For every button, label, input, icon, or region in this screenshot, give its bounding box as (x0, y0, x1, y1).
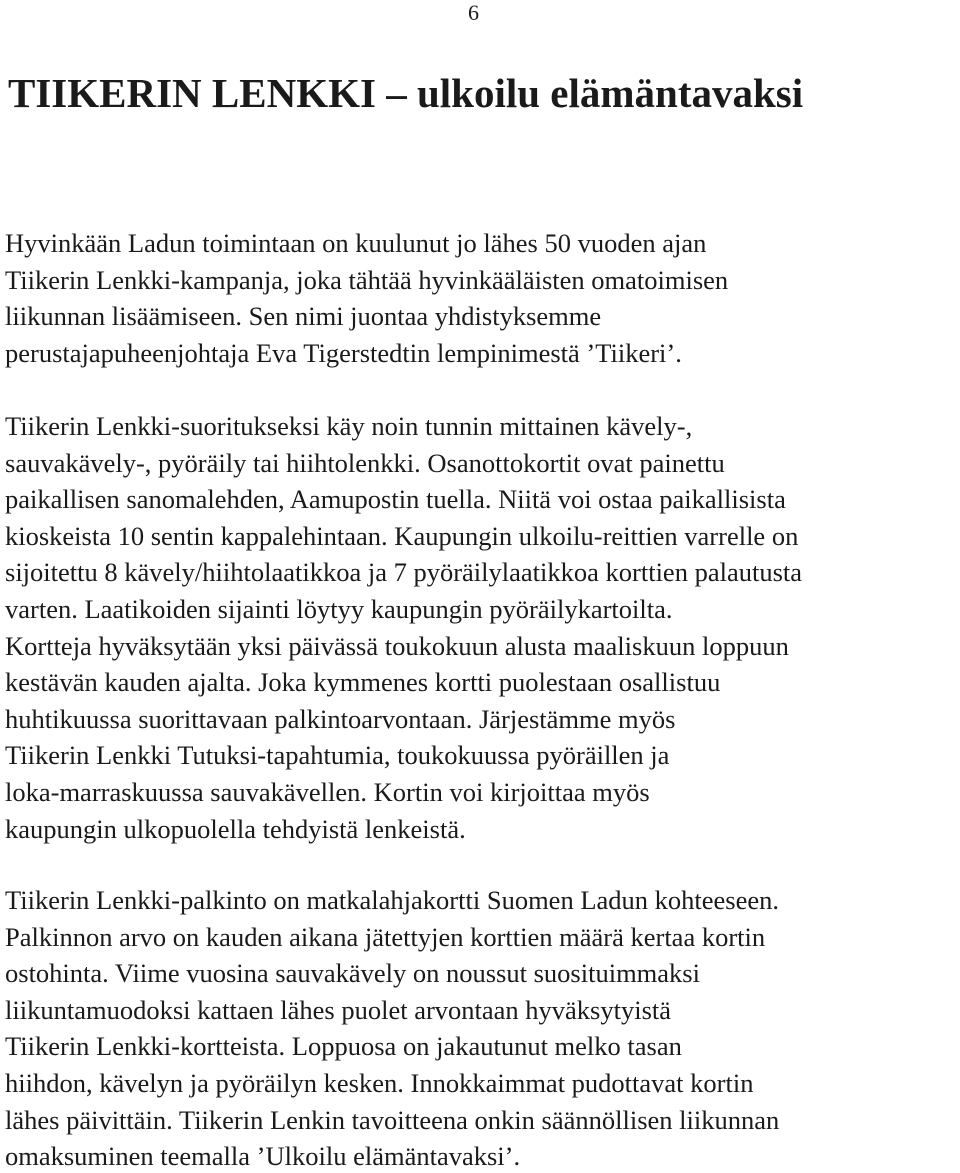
paragraph-2-line-7: Kortteja hyväksytään yksi päivässä toukokuun alusta maaliskuun loppuun (5, 630, 789, 661)
paragraph-1-line-2: Tiikerin Lenkki-kampanja, joka tähtää hyvinkääläisten omatoimisen (5, 264, 729, 295)
paragraph-2-line-11: loka-marraskuussa sauvakävellen. Kortin voi kirjoittaa myös (5, 777, 650, 807)
paragraph-2-line-4: kioskeista 10 sentin kappalehintaan. Kaupungin ulkoilu-reittien varrelle on (5, 520, 799, 551)
paragraph-2-line-6: varten. Laatikoiden sijainti löytyy kaupungin pyöräilykartoilta. (5, 594, 673, 624)
paragraph-3-line-3: ostohinta. Viime vuosina sauvakävely on noussut suosituimmaksi (5, 958, 700, 989)
paragraph-3-line-1: Tiikerin Lenkki-palkinto on matkalahjakortti Suomen Ladun kohteeseen. (5, 885, 779, 915)
paragraph-3-line-6: hiihdon, kävelyn ja pyöräilyn kesken. Innokkaimmat pudottavat kortin (5, 1068, 754, 1098)
paragraph-1-line-1: Hyvinkään Ladun toimintaan on kuulunut jo lähes 50 vuoden ajan (5, 228, 707, 258)
paragraph-2-line-5: sijoitettu 8 kävely/hiihtolaatikkoa ja 7 pyöräilylaatikkoa korttien palautusta (5, 557, 803, 588)
paragraph-2-line-1: Tiikerin Lenkki-suoritukseksi käy noin tunnin mittainen kävely-, (5, 411, 693, 441)
paragraph-1-line-4: perustajapuheenjohtaja Eva Tigerstedtin lempinimestä ’Tiikeri’. (5, 337, 682, 368)
paragraph-2-line-2: sauvakävely-, pyöräily tai hiihtolenkki. Osanottokortit ovat painettu (5, 447, 725, 478)
paragraph-3-line-5: Tiikerin Lenkki-kortteista. Loppuosa on jakautunut melko tasan (5, 1031, 682, 1062)
paragraph-3-line-2: Palkinnon arvo on kauden aikana jätettyjen korttien määrä kertaa kortin (5, 921, 766, 952)
paragraph-2-line-12: kaupungin ulkopuolella tehdyistä lenkeistä. (5, 813, 466, 844)
paragraph-2-line-9: huhtikuussa suorittavaan palkintoarvontaan. Järjestämme myös (5, 703, 676, 734)
paragraph-1-line-3: liikunnan lisäämiseen. Sen nimi juontaa yhdistyksemme (5, 301, 602, 332)
paragraph-3-line-8: omaksuminen teemalla ’Ulkoilu elämäntavaksi’. (5, 1141, 521, 1172)
page-title: TIIKERIN LENKKI – ulkoilu elämäntavaksi (8, 70, 804, 116)
paragraph-2-line-10: Tiikerin Lenkki Tutuksi-tapahtumia, toukokuussa pyöräillen ja (5, 740, 670, 771)
paragraph-2-line-3: paikallisen sanomalehden, Aamupostin tuella. Niitä voi ostaa paikallisista (5, 484, 786, 515)
paragraph-2-line-8: kestävän kauden ajalta. Joka kymmenes kortti puolestaan osallistuu (5, 667, 721, 698)
paragraph-3-line-7: lähes päivittäin. Tiikerin Lenkin tavoitteena onkin säännöllisen liikunnan (5, 1104, 780, 1135)
paragraph-3-line-4: liikuntamuodoksi kattaen lähes puolet arvontaan hyväksytyistä (5, 994, 672, 1025)
page-number: 6 (468, 0, 479, 25)
